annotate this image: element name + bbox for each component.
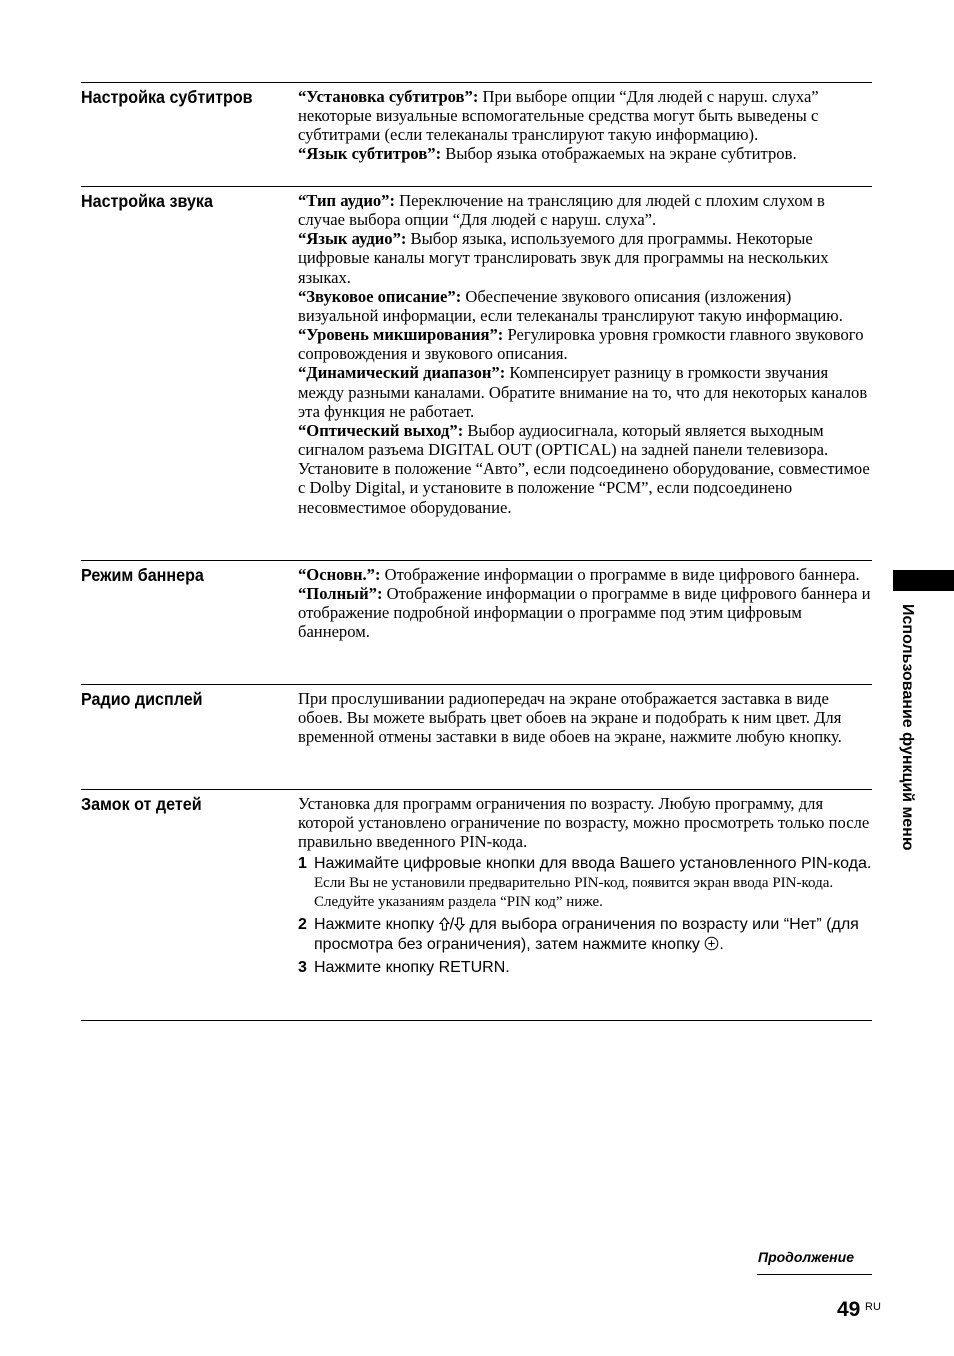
paragraph: Установка для программ ограничения по возрасту. Любую программу, для которой установлено ограничение по возрасту, можно просмотреть только после правильно введенного PIN-кода. xyxy=(298,794,870,852)
chapter-label: Использование функций меню xyxy=(899,604,916,851)
item xyxy=(298,584,872,641)
step-3 xyxy=(298,958,872,978)
section-content xyxy=(298,794,872,978)
section-content xyxy=(298,689,872,746)
section-sound-settings xyxy=(81,186,872,561)
item xyxy=(298,191,872,229)
item-label: “Оптический выход”: xyxy=(298,420,464,440)
item-label: “Язык аудио”: xyxy=(298,229,407,249)
section-heading: Настройка звука xyxy=(81,191,213,211)
item-label: “Звуковое описание”: xyxy=(298,286,462,306)
paragraph: При прослушивании радиопередач на экране отображается заставка в виде обоев. Вы можете выбрать цвет обоев на экране и подобрать к ним цвет. Для временной отмены заставки в виде обоев на экране, нажмите любую кнопку. xyxy=(298,689,842,747)
slash-separator: / xyxy=(449,916,455,934)
step-text: для выбора ограничения по возрасту или “Нет” (для просмотра без ограничения), затем нажмите кнопку xyxy=(314,916,859,954)
step-1 xyxy=(298,854,872,874)
item-label: “Полный”: xyxy=(298,584,383,604)
item xyxy=(298,287,872,325)
section-content xyxy=(298,565,872,642)
item-text: Компенсирует разницу в громкости звучания между разными каналами. Обратите внимание на то, что для некоторых каналов эта функция не работает. xyxy=(298,363,868,421)
item-text: Отображение информации о программе в виде цифрового баннера и отображение подробной информации о программе под этим цифровым баннером. xyxy=(298,584,871,642)
step-text: Нажмите кнопку xyxy=(314,916,439,934)
item-text: Выбор языка, используемого для программы. Некоторые цифровые каналы могут транслировать звук для программы на нескольких языках. xyxy=(298,229,829,287)
item-label: “Основн.”: xyxy=(298,565,381,584)
item-text: Выбор аудиосигнала, который является выходным сигналом разъема DIGITAL OUT (OPTICAL) на задней панели телевизора. Установите в положение “Авто”, если подсоединено оборудование, совместимое с Dolby Digital, и установите в положение “PCM”, если подсоединено несовместимое оборудование. xyxy=(298,420,870,517)
page-number: 49 xyxy=(837,1298,861,1321)
item xyxy=(298,87,872,144)
item-text: Выбор языка отображаемых на экране субтитров. xyxy=(441,144,797,164)
step-2 xyxy=(298,915,872,955)
section-heading: Радио дисплей xyxy=(81,689,203,709)
item xyxy=(298,421,872,517)
enter-button-icon xyxy=(704,936,719,951)
step-note: Если Вы не установили предварительно PIN-код, появится экран ввода PIN-кода. Следуйте указаниям раздела “PIN код” ниже. xyxy=(314,875,834,911)
continued-label: Продолжение xyxy=(758,1249,854,1265)
item-text: Отображение информации о программе в виде цифрового баннера. xyxy=(380,565,860,584)
section-content xyxy=(298,87,872,164)
item-label: “Язык субтитров”: xyxy=(298,144,442,164)
item-label: “Уровень микширования”: xyxy=(298,325,504,345)
section-parental-lock xyxy=(81,789,872,1021)
item-label: “Установка субтитров”: xyxy=(298,87,479,106)
item-label: “Тип аудио”: xyxy=(298,191,396,210)
item-text: Регулировка уровня громкости главного звукового сопровождения и звукового описания. xyxy=(298,325,864,364)
section-radio-display xyxy=(81,684,872,790)
item xyxy=(298,144,872,163)
up-arrow-icon xyxy=(439,917,450,931)
section-heading: Замок от детей xyxy=(81,794,202,814)
item xyxy=(298,565,872,584)
section-content xyxy=(298,191,872,517)
step-number: 2 xyxy=(298,916,307,934)
section-banner-mode xyxy=(81,560,872,685)
section-subtitle-settings xyxy=(81,82,872,187)
step-text: Нажмите кнопку RETURN. xyxy=(314,959,510,977)
step-number: 3 xyxy=(298,959,307,977)
item-text: Обеспечение звукового описания (изложения) визуальной информации, если телеканалы транслируют такую информацию. xyxy=(298,286,843,325)
step-number: 1 xyxy=(298,855,307,873)
down-arrow-icon xyxy=(454,917,465,931)
step-text: Нажимайте цифровые кнопки для ввода Вашего установленного PIN-кода. xyxy=(314,855,872,873)
item xyxy=(298,229,872,286)
item-label: “Динамический диапазон”: xyxy=(298,363,506,383)
chapter-tab-marker xyxy=(893,570,954,591)
item-text: Переключение на трансляцию для людей с плохим слухом в случае выбора опции “Для людей с наруш. слуха”. xyxy=(298,191,825,230)
item-text: При выборе опции “Для людей с наруш. слуха” некоторые визуальные вспомогательные средства могут быть выведены с субтитрами (если телеканалы транслируют такую информацию). xyxy=(298,87,819,145)
item xyxy=(298,325,872,363)
section-heading: Режим баннера xyxy=(81,565,204,585)
step-text: . xyxy=(719,936,724,954)
page-suffix: RU xyxy=(865,1301,881,1313)
item xyxy=(298,363,872,420)
continued-divider xyxy=(757,1274,872,1275)
section-heading: Настройка субтитров xyxy=(81,87,253,107)
